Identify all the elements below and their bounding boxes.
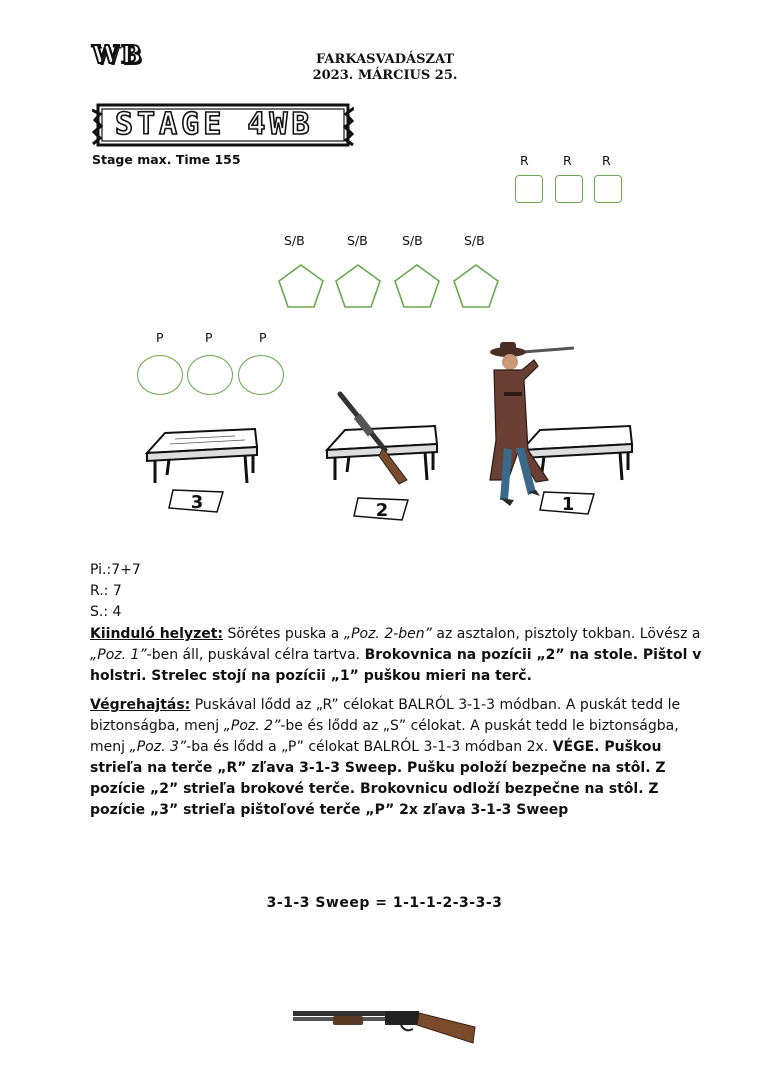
text-run: -be és lődd az „S” célokat. A puskát tedd le biztonságba, menj — [90, 718, 679, 755]
starting-position-paragraph — [90, 624, 710, 687]
table-illustration — [145, 425, 260, 490]
text-run: Puskával lődd az „R” célokat BALRÓL 3-1-3 módban. A puskát tedd le biztonságba, menj — [90, 697, 681, 734]
stage-title: STAGE 4WB — [115, 107, 314, 142]
slovak-translation: Puškou strieľa na terče „R” zľava 3-1-3 Sweep. Pušku položí bezpečne na stôl. Z pozície „2” strieľa brokové terče. Brokovnicu odloží bezpečne na stôl. Z pozície „3” strieľa pištoľové terče „P” 2x zľava 3-1-3 Sweep — [90, 739, 666, 818]
position-number: 2 — [375, 500, 389, 521]
text-run: -ba és lődd a „P” célokat BALRÓL 3-1-3 módban 2x. — [186, 739, 553, 755]
pistol-round-count: Pi.:7+7 — [90, 562, 141, 578]
text-run: -ben áll, puskával célra tartva. — [146, 647, 365, 663]
shotgun-target-label: S/B — [464, 233, 485, 248]
stage-max-time: Stage max. Time 155 — [92, 152, 241, 167]
shotgun-target — [451, 262, 501, 310]
end-marker: VÉGE. — [552, 739, 600, 755]
cowboy-shooter-illustration — [478, 340, 578, 512]
shotgun-target — [333, 262, 383, 310]
text-run: „Poz. 2” — [223, 718, 281, 734]
wb-logo: WB — [92, 40, 144, 69]
shotgun-target — [276, 262, 326, 310]
rifle-target — [515, 175, 543, 203]
shotgun-on-table-illustration — [335, 390, 415, 485]
shotgun-target-label: S/B — [284, 233, 305, 248]
procedure-heading: Végrehajtás: — [90, 697, 191, 713]
shotgun-target-label: S/B — [347, 233, 368, 248]
rifle-target-label: R — [563, 153, 572, 168]
shotgun-target — [392, 262, 442, 310]
pistol-target-label: P — [259, 330, 267, 345]
sweep-definition: 3-1-3 Sweep = 1-1-1-2-3-3-3 — [266, 895, 503, 911]
position-marker-1 — [538, 488, 598, 518]
starting-position-heading: Kiinduló helyzet: — [90, 626, 224, 642]
pump-shotgun-illustration — [293, 1003, 478, 1048]
rifle-target-label: R — [602, 153, 611, 168]
position-marker-3 — [167, 486, 227, 516]
match-title — [250, 52, 520, 84]
shotgun-round-count: S.: 4 — [90, 604, 122, 620]
round-counts — [90, 560, 710, 623]
position-number: 1 — [561, 494, 575, 515]
text-run: Sörétes puska a — [223, 626, 344, 642]
pistol-target-label: P — [156, 330, 164, 345]
rifle-round-count: R.: 7 — [90, 583, 122, 599]
text-run: „Poz. 2-ben” — [343, 626, 432, 642]
pistol-target-label: P — [205, 330, 213, 345]
rifle-target-label: R — [520, 153, 529, 168]
slovak-translation: Brokovnica na pozícii „2” na stole. Pištol v holstri. Strelec stojí na pozícii „1” puškou mieri na terč. — [90, 647, 702, 684]
position-number: 3 — [190, 492, 204, 513]
match-date: 2023. MÁRCIUS 25. — [312, 68, 458, 83]
pistol-target — [187, 355, 233, 395]
position-marker-2 — [352, 494, 412, 524]
pistol-target — [137, 355, 183, 395]
shotgun-target-label: S/B — [402, 233, 423, 248]
match-name: FARKASVADÁSZAT — [315, 52, 455, 67]
rifle-target — [594, 175, 622, 203]
text-run: „Poz. 1” — [90, 647, 147, 663]
text-run: az asztalon, pisztoly tokban. Lövész a — [431, 626, 701, 642]
text-run: „Poz. 3” — [129, 739, 187, 755]
pistol-target — [238, 355, 284, 395]
procedure-paragraph — [90, 695, 710, 821]
rifle-target — [555, 175, 583, 203]
